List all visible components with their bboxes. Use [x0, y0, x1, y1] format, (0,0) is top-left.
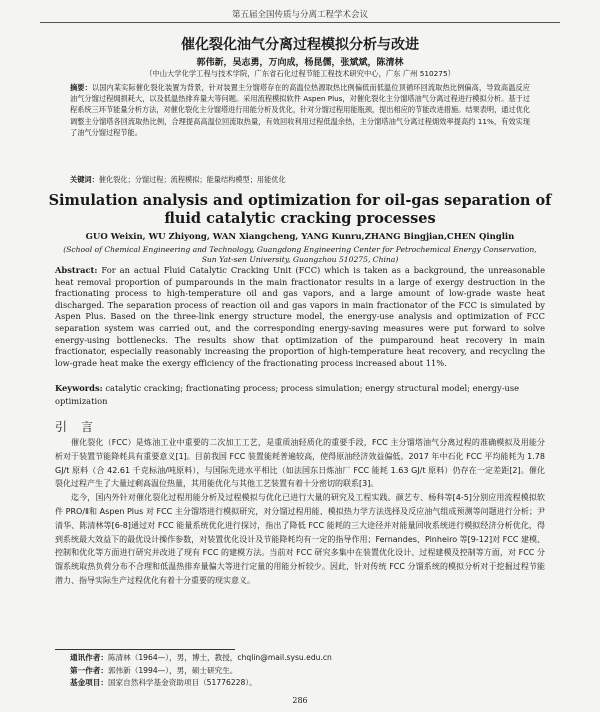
footnote-first-author: 第一作者：郭伟新（1994—），男，硕士研究生。 [70, 665, 238, 675]
chinese-affiliation: （中山大学化学工程与技术学院，广东省石化过程节能工程技术研究中心，广东 广州 510275） [145, 69, 455, 78]
chinese-keywords-text: 催化裂化；分馏过程；流程模拟；能量结构模型；用能优化 [98, 175, 286, 184]
footnote-divider [55, 649, 235, 650]
english-keywords [55, 382, 545, 407]
intro-paragraph: 催化裂化（FCC）是炼油工业中重要的二次加工工艺，是重质油轻质化的重要手段，FCC 主分馏塔油气分离过程的准确模拟及用能分析对于装置节能降耗具有重要意义[1]。目前我国 FCC 装置能耗普遍较高，使得原油经济效益偏低。2017 年中石化 FCC 平均能耗为 1.78 GJ/t 原料（合 42.61 千克标油/吨原料），与国际先进水平相比（如法国东日炼油厂 FCC 能耗 1.63 GJ/t 原料）仍存在一定差距[2]。催化裂化过程产生了大量过剩高温位热量，其用能优化与其他工艺装置有着十分密切的联系[3]。 [55, 438, 545, 489]
footnotes [70, 652, 332, 690]
header-divider [40, 22, 560, 23]
english-keywords-label: Keywords: [55, 383, 103, 393]
chinese-abstract [70, 82, 530, 138]
introduction-heading: 引言 [55, 420, 108, 434]
english-abstract [55, 265, 545, 369]
chinese-keywords [70, 175, 530, 185]
intro-paragraph: 迄今，国内外针对催化裂化过程用能分析及过程模拟与优化已进行大量的研究及工程实践。颜艺专、杨科等[4-5]分别应用流程模拟软件 PRO/Ⅱ和 Aspen Plus 对 FCC 主分馏塔进行模拟研究，对分馏过程用能、模拟热力学方法选择及反应油气组成预测等问题进行分析；尹清华、陈清林等[6-8]通过对 FCC 能量系统优化进行探讨，指出了降低 FCC 能耗的三大途径并对能量回收系统进行模拟经济分析优化，得到系统最大效益下的最优设计操作参数，对装置优化设计及节能降耗均有一定的指导作用；Fernandes、Pinheiro 等[9-12]对 FCC 建模、控制和优化等方面进行研究并改进了现有 FCC 的建模方法。当前对 FCC 研究多集中在装置优化设计、过程建模及控制等方面，对 FCC 分馏系统取热负荷分布不合理和低温热排弃量偏大等进行定量的用能分析较少。因此，针对传统 FCC 分馏系统的模拟分析对于挖掘过程节能潜力、指导实际生产过程优化有着十分重要的现实意义。 [55, 493, 545, 585]
footnote-funding: 基金项目：国家自然科学基金资助项目（51776228）。 [70, 678, 257, 687]
chinese-keywords-label: 关键词： [70, 175, 99, 184]
running-header: 第五届全国传质与分离工程学术会议 [231, 10, 368, 20]
english-abstract-label: Abstract: [55, 265, 98, 275]
chinese-abstract-label: 摘要： [70, 83, 92, 92]
english-abstract-text: For an actual Fluid Catalytic Cracking Unit (FCC) which is taken as a background, the unreasonable heat removal proportion of pumparounds in the main fractionator results in a large of exergy destruction in the fractionating process to high-temperature oil and gas vapors, and a large amount of low-grade waste heat discharged. The separation process of reaction oil and gas vapors in main fractionator of the FCC is simulated by Aspen Plus. Based on the three-link energy structure model, the energy-use analysis and optimization of FCC separation system was carried out, and the corresponding energy-saving measures were put forward to solve energy-using bottlenecks. The results show that optimization of the pumparound heat recovery in main fractionator, especially reasonably increasing the proportion of high-temperature heat recovery, and recycling the low-grade heat make the exergy efficiency of the fractionating process increased about 11%. [55, 265, 545, 368]
english-title: Simulation analysis and optimization for oil-gas separation of fluid catalytic cracking processes [48, 192, 552, 227]
introduction-body [55, 436, 545, 588]
footnote-corresponding-author: 通讯作者：陈清林（1964—），男，博士，教授，chqlin@mail.sysu.edu.cn [70, 653, 332, 662]
chinese-authors: 郭伟新，吴志勇，万向成，杨昆儒，张斌斌，陈清林 [196, 58, 404, 68]
chinese-title: 催化裂化油气分离过程模拟分析与改进 [181, 37, 419, 53]
chinese-abstract-text: 以国内某实际催化裂化装置为背景，针对装置主分馏塔存在的高温位热源取热比例偏低而低温位顶循环回流取热比例偏高，导致高温反应油气分馏过程㶲损耗大，以及低温热排弃量大等问题。采用流程模拟软件 Aspen Plus，对催化裂化主分馏塔油气分离过程进行模拟分析。基于过程系统三环节能量分析方法，对催化裂化主分馏塔进行用能分析及优化，针对分馏过程用能瓶颈，提出相应的节能改进措施。结果表明，通过优化调整主分馏塔各回流取热比例，合理提高高温位回流取热量，有效回收利用过程低温余热，主分馏塔油气分离过程㶲效率提高约 11%，有效实现了油气分馏过程节能。 [70, 83, 531, 137]
english-authors: GUO Weixin, WU Zhiyong, WAN Xiangcheng, YANG Kunru,ZHANG Bingjian,CHEN Qinglin [85, 232, 515, 242]
english-affiliation: (School of Chemical Engineering and Technology, Guangdong Engineering Center for Petrochemical Energy Conservation, Sun Yat-sen University, Guangzhou 510275, China) [63, 245, 537, 264]
page-number: 286 [292, 696, 308, 705]
english-keywords-text: catalytic cracking; fractionating process; process simulation; energy structural model; energy-use optimization [55, 383, 520, 406]
